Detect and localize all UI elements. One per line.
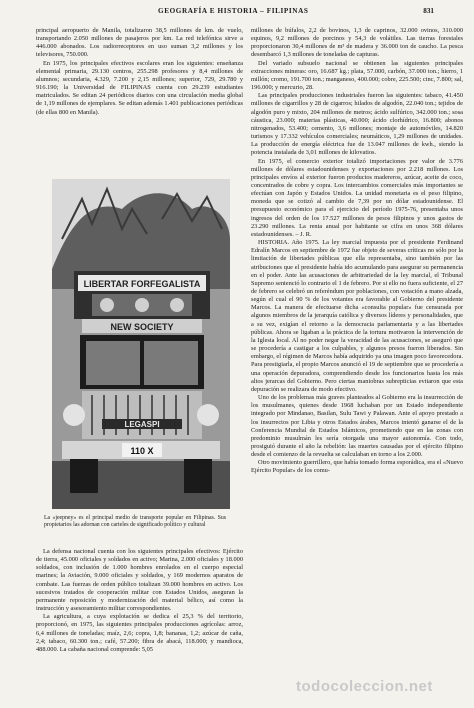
paragraph: principal aeropuerto de Manila, totalizaron 38,5 millones de km. de vuelo, transportando 2.050 millones de pasajeros por km. La red telefónica sirve a 446.000 abonados. Los radiorreceptores en uso suman 3,2 millones y los televisores, 750.000. (36, 27, 243, 59)
paragraph: En 1975, el comercio exterior totalizó importaciones por valor de 3.776 millones de dólares estadounidenses y exportaciones por 2.218 millones. Los principales envíos al exterior fueron productos madereros, azúcar, aceite de coco, concentrados de cobre y copra. Los intercambios comerciales más importantes se efectúan con Japón y Estados Unidos. La unidad monetaria es el peso filipino, moneda que se cotizó al cambio de 7,39 por un dólar estadounidense. El presupuesto económico para el ejercicio del período 1975-76, presentaba unos ingresos del orden de los 17.527 millones de pesos filipinos y unos gastos de 23.290 millones. La renta anual por habitante se cifra en unos 368 dólares estadounidenses. – J. R. (251, 157, 463, 238)
jeepney-photo (52, 179, 230, 509)
left-column-top (36, 27, 243, 117)
jeepney-photo-figure (36, 179, 243, 509)
paragraph: Las principales producciones industriales fueron las siguientes: tabaco, 41.450 millones de cigarrillos y 28 de cigarros; hilados de algodón, 22.040 ton.; tejidos de algodón puro y mixto, 204 millones de metros; ácido sulfúrico, 342.000 ton.; sosa cáustica, 23.000; materias plásticas, 40.000; ácido clorhídrico, 16.800; abonos nitrogenados, 53.400; cemento, 3,6 millones; montaje de automóviles, 14.820 turismos y 17.332 vehículos comerciales; neumáticos, 1,29 millones de unidades. La producción de energía eléctrica fue de 13.047 millones de kwh., siendo la potencia instalada de 3,01 millones de kilovatios. (251, 92, 463, 157)
photo-caption: La «jeepney» es el principal medio de transporte popular en Filipinas. Sus propietarios las adornan con carteles de significado político y cultural (44, 515, 226, 528)
paragraph: En 1975, los principales efectivos escolares eran los siguientes: enseñanza elemental primaria, 29.130 centros, 255.298 profesores y 8,4 millones de alumnos; secundaria, 4.329, 7.200 y 2,15 millones; superior, 729, 29.780 y 916.190; la Universidad de FILIPINAS cuenta con 29.239 estudiantes matriculados. Se editan 24 periódicos diarios con una circulación media global de 1,19 millones de ejemplares. Se editan además 1.401 publicaciones periódicas (de ellas 800 en Manila). (36, 59, 243, 116)
paragraph: Uno de los problemas más graves planteados al Gobierno era la insurrección de los musulmanes, quienes desde 1968 luchaban por un Estado independiente integrado por Mindanao, Basilan, Sulu Tawi y Palawan. Ante el apoyo prestado a los insurrectos por Libia y otros Estados árabes, Marcos intentó ganarse el de la Conferencia Mundial de Estados Islámicos, prometiendo que en las zonas con predominio musulmán les sería otorgada una mayor autonomía. Con todo, prosiguió durante el año la rebelión: las muertes causadas por el ejército filipino desde el comienzo de la revuelta se calculaban en torno a los 2.000. (251, 394, 463, 459)
paragraph: millones de búfalos, 2,2 de bovinos, 1,3 de caprinos, 32.000 ovinos, 310.000 equinos, 9,2 millones de porcinos y 54,3 de volátiles. Las tierras forestales proporcionaron 30,4 millones de m³ de madera y 36.000 ton de caucho. La pesca desembarcó 1,3 millones de toneladas de capturas. (251, 27, 463, 59)
running-title: GEOGRAFÍA E HISTORIA – FILIPINAS (158, 7, 309, 15)
paragraph: Otro movimiento guerrillero, que había tomado forma esporádica, era el «Nuevo Ejército Popular» de los comu- (251, 459, 463, 475)
number-text: 110 X (130, 446, 154, 456)
page-number: 831 (423, 7, 434, 15)
sign-text: NEW SOCIETY (110, 322, 174, 332)
paragraph: Del variado subsuelo nacional se obtienen las siguientes principales extracciones mineras: oro, 16.687 kg.; plata, 57.000, carbón, 37.000 ton.; hierro, 1 millón; cromo, 191.700 ton.; manganeso, 400.000; cobre, 225.500; cinc, 7.800; sal, 196.000; y mercurio, 28. (251, 59, 463, 92)
paragraph: HISTORIA. Año 1975. La ley marcial impuesta por el presidente Ferdinand Edralín Marcos en septiembre de 1972 fue objeto de severas críticas no sólo por la limitación de libertades públicas que ella representaba, sino también por las atribuciones que el presidente había ido acumulando para asegurar su permanencia en el poder. Ante las acusaciones de arbitrariedad de la ley marcial, el Tribunal Supremo sentenció lo contrario el 1 de febrero. Por si ello no fuera suficiente, el 27 de febrero se celebró un referéndum por poblaciones, con votación a mano alzada, según el cual el 90 % de los votantes era favorable al Gobierno del presidente Marcos. La manera de efectuarse dicha «consulta popular» fue censurada por algunos miembros de la jerarquía católica y diversos líderes y personalidades, que a su vez, exigían el retorno a la democracia parlamentaria y a las libertades públicas. Ahora se ligaban a la práctica de la tortura motivaron la intervención de la Iglesia local. Al no poder negar la veracidad de las acusaciones, se aseguró que se procedería a castigar a los culpables, y algunos presos fueron liberados. Sin embargo, el régimen de Marcos había adquirido ya una imagen poco favorecedora. Para prestigiarla, el propio Marcos anunció el 19 de septiembre que se procedería a una operación depuradora, comprendiendo desde los funcionarios hasta los más altos jerarcas del Gobierno. Pero ciertas maniobras subrepticias evitaron que esta depuración se realizara de modo efectivo. (251, 239, 463, 393)
plate-text: LEGASPI (124, 420, 160, 429)
left-column-bottom (36, 548, 243, 654)
banner-text: LIBERTAR FORFEGALISTA (83, 279, 201, 289)
paragraph: La defensa nacional cuenta con los siguientes principales efectivos: Ejército de tierra, 45.000 oficiales y soldados en activo; Marina, 2.000 oficiales y 18.000 soldados, con inclusión de 1.000 hombres enrolados en el cuerpo especial marines; la Aviación, 9.000 oficiales y soldados, y 169 modernos aparatos de combate. Las fuerzas de orden público totalizan 39.000 hombres en activo. Los sucesivos tratados de cooperación militar con Estados Unidos, aseguran la permanente reposición y modernización del material bélico, así como la instrucción y asesoramiento militar correspondientes. (36, 548, 243, 613)
paragraph: La agricultura, a cuya explotación se dedica el 25,3 % del territorio, proporcionó, en 1975, las siguientes principales producciones agrícolas: arroz, 6,4 millones de toneladas; maíz, 2,6; copra, 1,8; bananas, 1,2; azúcar de caña, 2,4; tabaco, 60.300 ton.; café, 57.200; fibra de abacá, 118.000; y mandioca, 488.000. La cabaña nacional comprende: 5,05 (36, 613, 243, 653)
right-column (251, 27, 463, 476)
page-header (0, 7, 474, 19)
watermark: todocoleccion.net (296, 678, 433, 695)
